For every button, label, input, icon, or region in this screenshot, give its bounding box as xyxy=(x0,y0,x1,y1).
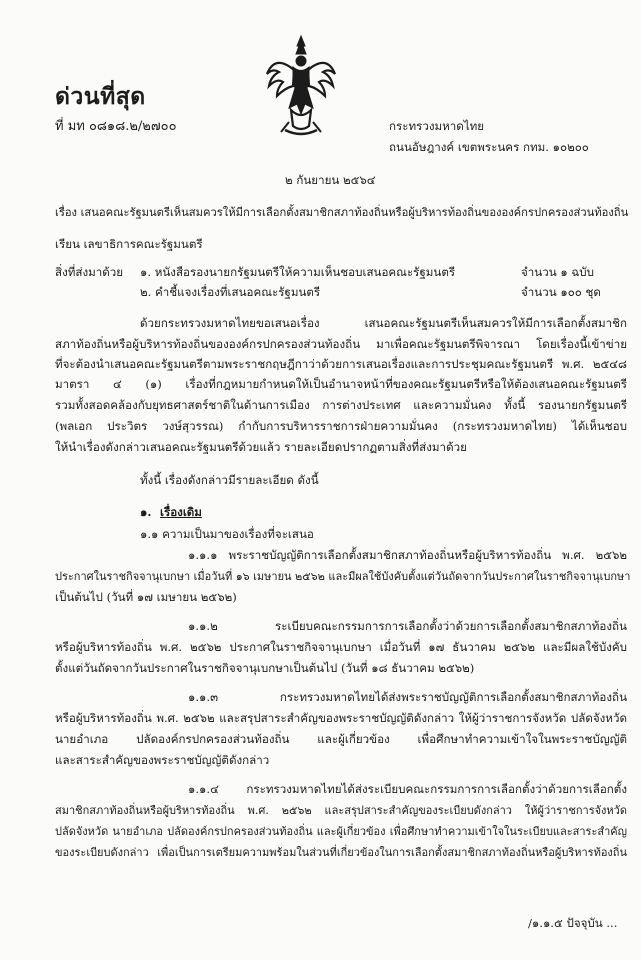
document-date: ๒ กันยายน ๒๕๖๔ xyxy=(285,173,376,187)
item-line: ปลัดจังหวัด นายอำเภอ ปลัดองค์กรปกครองส่วนท้องถิ่น และผู้เกี่ยวข้อง เพื่อศึกษาทำความเข้าใจในระเบียบและสาระสำคัญ xyxy=(55,825,627,838)
item-line: ๑.๑.๒ ระเบียบคณะกรรมการการเลือกตั้งว่าด้วยการเลือกตั้งสมาชิกสภาท้องถิ่น xyxy=(188,619,627,633)
item-line: สมาชิกสภาท้องถิ่นหรือผู้บริหารท้องถิ่น พ.ศ. ๒๕๖๒ และสรุปสาระสำคัญของระเบียบดังกล่าว ให้ผู้ว่าราชการจังหวัด xyxy=(55,804,627,817)
enclosure-item: ๑. หนังสือรองนายกรัฐมนตรีให้ความเห็นชอบเสนอคณะรัฐมนตรี xyxy=(140,265,456,279)
item-line: นายอำเภอ ปลัดองค์กรปกครองส่วนท้องถิ่น และผู้เกี่ยวข้อง เพื่อศึกษาทำความเข้าใจในพระราชบัญญัติ xyxy=(55,732,627,746)
details-intro: ทั้งนี้ เรื่องดังกล่าวมีรายละเอียด ดังนี้ xyxy=(140,473,319,487)
enclosure-qty: จำนวน ๑ ฉบับ xyxy=(521,265,595,279)
subject-line: เรื่อง เสนอคณะรัฐมนตรีเห็นสมควรให้มีการเลือกตั้งสมาชิกสภาท้องถิ่นหรือผู้บริหารท้องถิ่นขององค์กรปกครองส่วนท้องถิ่น xyxy=(55,206,629,219)
section-title: เรื่องเดิม xyxy=(160,505,202,519)
item-line: ๑.๑.๓ กระทรวงมหาดไทยได้ส่งพระราชบัญญัติการเลือกตั้งสมาชิกสภาท้องถิ่น xyxy=(188,690,627,704)
item-line: ของระเบียบดังกล่าว เพื่อเป็นการเตรียมความพร้อมในส่วนที่เกี่ยวข้องในการเลือกตั้งสมาชิกสภาท้องถิ่นหรือผู้บริหารท้องถิ่น xyxy=(55,846,627,859)
intro-line: (พลเอก ประวิตร วงษ์สุวรรณ) กำกับการบริหารราชการฝ่ายความมั่นคง (กระทรวงมหาดไทย) ได้เห็นชอบ xyxy=(55,419,627,433)
ministry-name: กระทรวงมหาดไทย xyxy=(389,119,485,133)
item-line: ตั้งแต่วันถัดจากวันประกาศในราชกิจจานุเบกษาเป็นต้นไป (วันที่ ๑๘ ธันวาคม ๒๕๖๒) xyxy=(55,661,475,675)
enclosure-qty: จำนวน ๑๐๐ ชุด xyxy=(521,285,601,299)
item-line: และสาระสำคัญของพระราชบัญญัติดังกล่าว xyxy=(55,753,270,767)
urgency-label: ด่วนที่สุด xyxy=(55,83,146,110)
intro-line: ด้วยกระทรวงมหาดไทยขอเสนอเรื่อง เสนอคณะรัฐมนตรีเห็นสมควรให้มีการเลือกตั้งสมาชิก xyxy=(140,316,627,330)
enclosure-item: ๒. คำชี้แจงเรื่องที่เสนอคณะรัฐมนตรี xyxy=(140,285,321,299)
item-line: หรือผู้บริหารท้องถิ่น พ.ศ. ๒๕๖๒ ประกาศในราชกิจจานุเบกษา เมื่อวันที่ ๑๗ ธันวาคม ๒๕๖๒ และมีผลใช้บังคับ xyxy=(55,640,627,654)
item-line: ประกาศในราชกิจจานุเบกษา เมื่อวันที่ ๑๖ เมษายน ๒๕๖๒ และมีผลใช้บังคับตั้งแต่วันถัดจากวันประกาศในราชกิจจานุเบกษา xyxy=(55,570,631,583)
garuda-emblem-icon xyxy=(263,34,339,140)
intro-line: สภาท้องถิ่นหรือผู้บริหารท้องถิ่นขององค์กรปกครองส่วนท้องถิ่น มาเพื่อคณะรัฐมนตรีพิจารณา โดยเรื่องนี้เข้าข่าย xyxy=(55,337,627,351)
intro-line: มาตรา ๔ (๑) เรื่องที่กฎหมายกำหนดให้เป็นอำนาจหน้าที่ของคณะรัฐมนตรีหรือให้ต้องเสนอคณะรัฐมนตรี xyxy=(55,377,627,391)
continuation-marker: /๑.๑.๕ ปัจจุบัน ... xyxy=(528,916,618,930)
recipient-line: เรียน เลขาธิการคณะรัฐมนตรี xyxy=(55,237,203,251)
enclosures-label: สิ่งที่ส่งมาด้วย xyxy=(55,265,124,279)
ministry-address: ถนนอัษฎางค์ เขตพระนคร กทม. ๑๐๒๐๐ xyxy=(389,140,589,154)
subsection-heading: ๑.๑ ความเป็นมาของเรื่องที่จะเสนอ xyxy=(140,527,314,541)
item-line: หรือผู้บริหารท้องถิ่น พ.ศ. ๒๕๖๒ และสรุปสาระสำคัญของพระราชบัญญัติดังกล่าว ให้ผู้ว่าราชการจังหวัด ปลัดจังหวัด xyxy=(55,711,627,725)
reference-number: ที่ มท ๐๘๑๘.๒/๒๗๐๐ xyxy=(55,119,177,134)
section-number: ๑. xyxy=(140,505,152,519)
intro-line: รวมทั้งสอดคล้องกับยุทธศาสตร์ชาติในด้านการเมือง การต่างประเทศ และความมั่นคง ทั้งนี้ รองนายกรัฐมนตรี xyxy=(55,398,627,412)
item-line: ๑.๑.๔ กระทรวงมหาดไทยได้ส่งระเบียบคณะกรรมการการเลือกตั้งว่าด้วยการเลือกตั้ง xyxy=(188,782,627,796)
item-line: เป็นต้นไป (วันที่ ๑๗ เมษายน ๒๕๖๒) xyxy=(55,590,237,604)
intro-line: ให้นำเรื่องดังกล่าวเสนอคณะรัฐมนตรีด้วยแล้ว รายละเอียดปรากฏตามสิ่งที่ส่งมาด้วย xyxy=(55,440,467,454)
item-line: ๑.๑.๑ พระราชบัญญัติการเลือกตั้งสมาชิกสภาท้องถิ่นหรือผู้บริหารท้องถิ่น พ.ศ. ๒๕๖๒ xyxy=(188,548,627,562)
intro-line: ที่จะต้องนำเสนอคณะรัฐมนตรีตามพระราชกฤษฎีกาว่าด้วยการเสนอเรื่องและการประชุมคณะรัฐมนตรี พ.ศ. ๒๕๔๘ xyxy=(55,357,627,371)
